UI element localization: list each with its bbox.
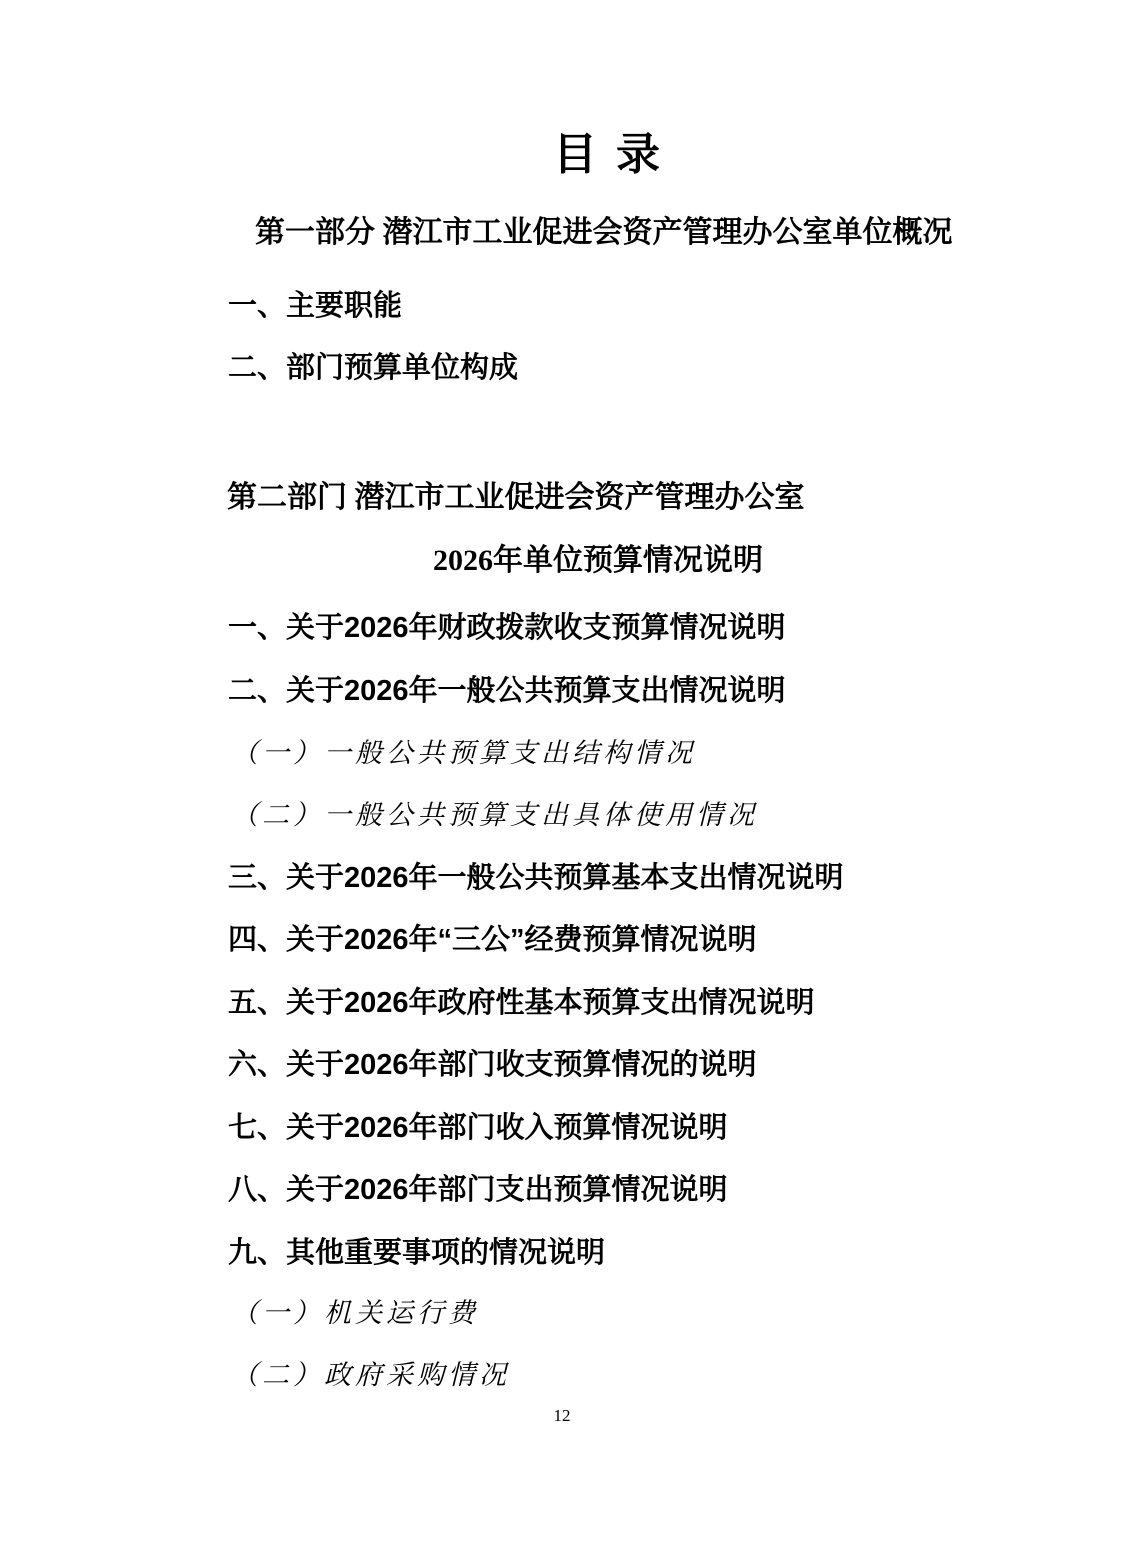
- page-title: 目 录: [553, 130, 661, 179]
- part2-heading-line1: 第二部门 潜江市工业促进会资产管理办公室: [227, 481, 805, 514]
- part2-heading-line2: 2026年单位预算情况说明: [433, 544, 763, 577]
- toc-item-5: 三、关于2026年一般公共预算基本支出情况说明: [228, 862, 844, 894]
- toc-item-6: 四、关于2026年“三公”经费预算情况说明: [228, 924, 757, 956]
- toc-item-part1-2: 二、部门预算单位构成: [228, 352, 519, 384]
- toc-item-2: 二、关于2026年一般公共预算支出情况说明: [228, 675, 786, 707]
- toc-item-1: 一、关于2026年财政拨款收支预算情况说明: [228, 612, 786, 644]
- toc-item-11: 九、其他重要事项的情况说明: [228, 1237, 606, 1269]
- toc-item-7: 五、关于2026年政府性基本预算支出情况说明: [228, 987, 815, 1019]
- toc-item-part1-1: 一、主要职能: [228, 290, 403, 322]
- toc-item-8: 六、关于2026年部门收支预算情况的说明: [228, 1049, 757, 1081]
- toc-item-10: 八、关于2026年部门支出预算情况说明: [228, 1174, 728, 1206]
- toc-item-3: （一）一般公共预算支出结构情况: [231, 738, 696, 768]
- toc-item-9: 七、关于2026年部门收入预算情况说明: [228, 1112, 728, 1144]
- toc-item-12: （一）机关运行费: [231, 1298, 479, 1328]
- toc-item-4: （二）一般公共预算支出具体使用情况: [231, 800, 758, 830]
- toc-item-13: （二）政府采购情况: [231, 1360, 510, 1390]
- part1-heading: 第一部分 潜江市工业促进会资产管理办公室单位概况: [255, 216, 953, 249]
- page-number: 12: [553, 1406, 571, 1425]
